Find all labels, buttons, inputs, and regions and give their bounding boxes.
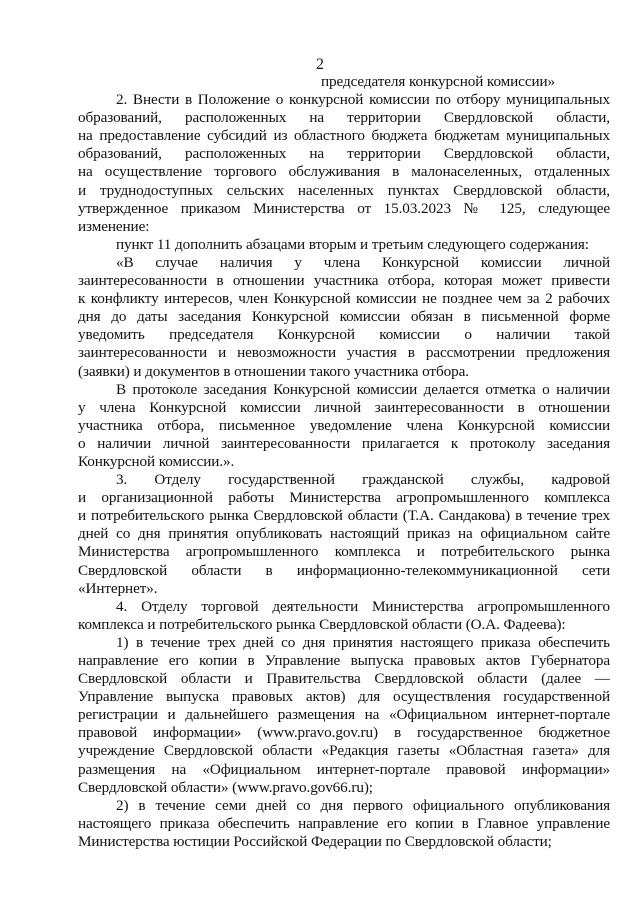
text-line: 4. Отделу торговой деятельности Министерства агропромышленного (116, 597, 610, 615)
text-line: 3. Отделу государственной гражданской службы, кадровой (116, 471, 610, 489)
text-line: 1) в течение трех дней со дня принятия настоящего приказа обеспечить (116, 633, 610, 651)
text-line: о наличии личной заинтересованности прилагается к протоколу заседания (78, 434, 610, 452)
text-line: Министерства юстиции Российской Федерации по Свердловской области; (78, 832, 552, 850)
text-line: 2) в течение семи дней со дня первого официального опубликования (116, 796, 610, 814)
text-line: у члена Конкурсной комиссии личной заинтересованности в отношении (78, 398, 610, 416)
text-line: правовой информации» (www.pravo.gov.ru) в государственное бюджетное (78, 724, 610, 742)
text-line: пункт 11 дополнить абзацами вторым и третьим следующего содержания: (116, 235, 589, 253)
text-line: участника отбора, письменное уведомление члена Конкурсной комиссии (78, 416, 610, 434)
text-line: размещения на «Официальном интернет-портале правовой информации» (78, 760, 610, 778)
text-line: образований, расположенных на территории Свердловской области, (78, 109, 610, 127)
page-number: 2 (316, 56, 324, 73)
text-line: (заявки) и документов в отношении такого участника отбора. (78, 362, 469, 380)
text-line: Свердловской области в информационно-телекоммуникационной сети (78, 561, 610, 579)
text-line: настоящего приказа обеспечить направление его копии в Главное управление (78, 814, 610, 832)
text-line: Управление выпуска правовых актов) для осуществления государственной (78, 688, 610, 706)
text-line: утвержденное приказом Министерства от 15.03.2023 № 125, следующее (78, 199, 610, 217)
text-line: комплекса и потребительского рынка Свердловской области (О.А. Фадеева): (78, 615, 566, 633)
text-line: регистрации и дальнейшего размещения на «Официальном интернет-портале (78, 706, 610, 724)
text-line: на предоставление субсидий из областного бюджета бюджетам муниципальных (78, 127, 610, 145)
text-line: председателя конкурсной комиссии» (321, 73, 556, 90)
text-line: заинтересованности в отношении участника отбора, которая может привести (78, 272, 610, 290)
text-line: Свердловской области и Правительства Свердловской области (далее — (78, 670, 610, 688)
text-line: дня до даты заседания Конкурсной комиссии обязан в письменной форме (78, 308, 610, 326)
text-line: изменение: (78, 217, 150, 235)
text-line: «В случае наличия у члена Конкурсной комиссии личной (116, 253, 610, 271)
text-line: направление его копии в Управление выпуска правовых актов Губернатора (78, 652, 610, 669)
text-line: дней со дня принятия опубликовать настоящий приказ на официальном сайте (78, 525, 610, 543)
text-line: образований, расположенных на территории Свердловской области, (78, 145, 610, 163)
text-line: Свердловской области» (www.pravo.gov66.ru); (78, 778, 373, 796)
text-line: 2. Внести в Положение о конкурсной комиссии по отбору муниципальных (116, 91, 610, 109)
text-line: на осуществление торгового обслуживания в малонаселенных, отдаленных (78, 163, 610, 181)
text-line: и потребительского рынка Свердловской области (Т.А. Сандакова) в течение трех (78, 507, 610, 525)
text-line: Министерства агропромышленного комплекса и потребительского рынка (78, 543, 610, 561)
text-line: Конкурсной комиссии.». (78, 452, 235, 470)
text-line: уведомить председателя Конкурсной комиссии о наличии такой (78, 326, 610, 344)
text-line: и труднодоступных сельских населенных пунктах Свердловской области, (78, 181, 610, 199)
text-line: В протоколе заседания Конкурсной комиссии делается отметка о наличии (116, 380, 610, 398)
text-line: к конфликту интересов, член Конкурсной комиссии не позднее чем за 2 рабочих (78, 290, 610, 308)
text-line: «Интернет». (78, 579, 158, 597)
document-body (78, 73, 610, 851)
text-line: заинтересованности и невозможности участия в рассмотрении предложения (78, 344, 610, 362)
text-line: и организационной работы Министерства агропромышленного комплекса (78, 489, 610, 507)
text-line: учреждение Свердловской области «Редакция газеты «Областная газета» для (78, 742, 610, 760)
